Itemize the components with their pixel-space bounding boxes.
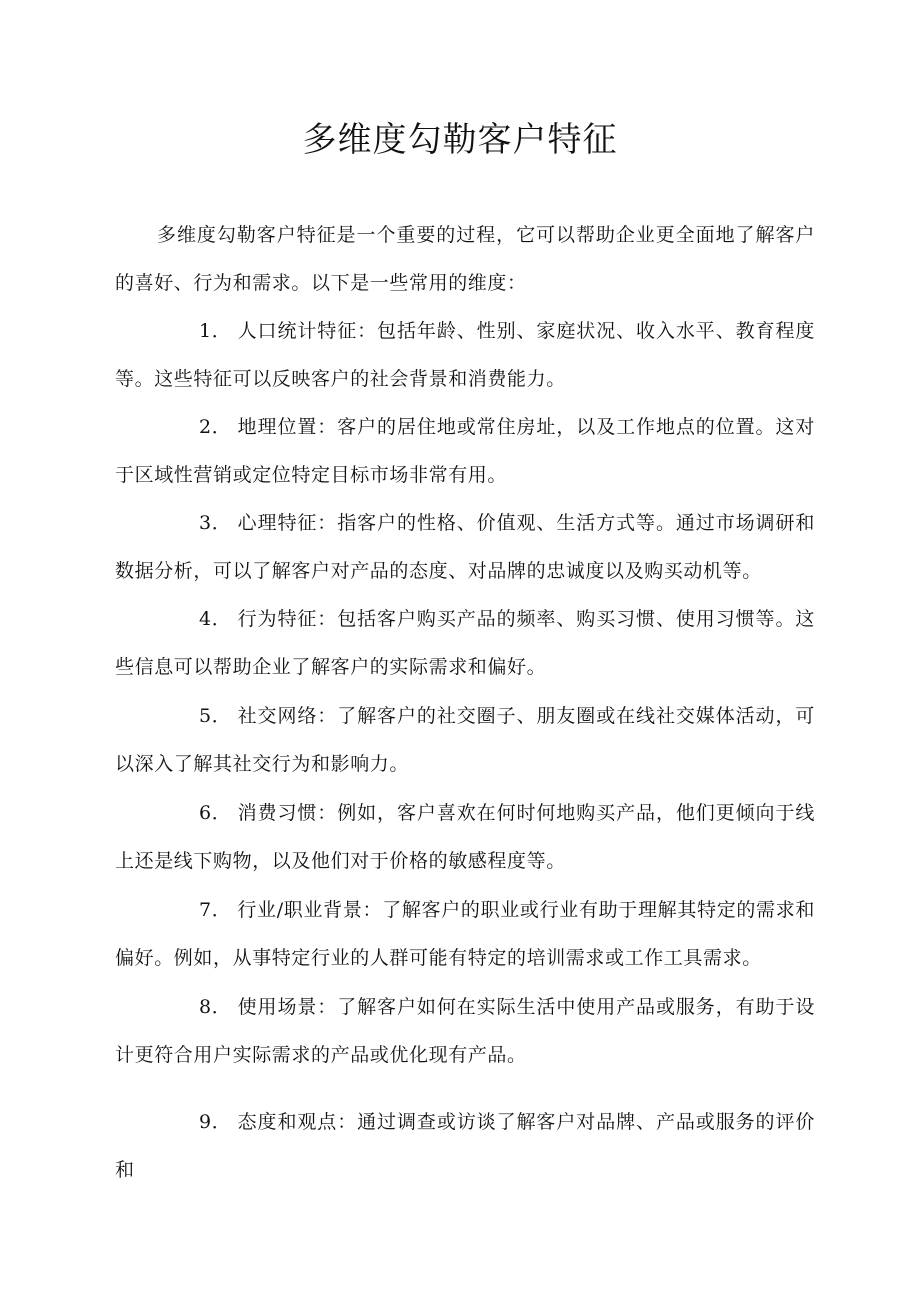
list-item-number: 2． [199, 416, 232, 438]
list-item [115, 595, 815, 691]
list-item [115, 499, 815, 595]
list-item-number: 9． [199, 1111, 232, 1133]
list-item-text: 地理位置：客户的居住地或常住房址，以及工作地点的位置。这对于区域性营销或定位特定目标市场非常有用。 [115, 416, 815, 486]
list-item-text: 态度和观点：通过调查或访谈了解客户对品牌、产品或服务的评价和 [115, 1111, 815, 1181]
intro-paragraph: 多维度勾勒客户特征是一个重要的过程，它可以帮助企业更全面地了解客户的喜好、行为和需求。以下是一些常用的维度： [115, 224, 815, 294]
list-item-text: 消费习惯：例如，客户喜欢在何时何地购买产品，他们更倾向于线上还是线下购物，以及他们对于价格的敏感程度等。 [115, 802, 815, 872]
list-item-number: 7． [199, 899, 232, 921]
list-item [115, 307, 815, 403]
list-item [115, 692, 815, 788]
list-item-number: 6． [199, 802, 232, 824]
document-title: 多维度勾勒客户特征 [302, 120, 618, 160]
list-item-text: 行业/职业背景：了解客户的职业或行业有助于理解其特定的需求和偏好。例如，从事特定行业的人群可能有特定的培训需求或工作工具需求。 [115, 899, 815, 969]
list-item-number: 3． [199, 512, 232, 534]
list-item-text: 行为特征：包括客户购买产品的频率、购买习惯、使用习惯等。这些信息可以帮助企业了解客户的实际需求和偏好。 [115, 608, 815, 678]
list-item-text: 人口统计特征：包括年龄、性别、家庭状况、收入水平、教育程度等。这些特征可以反映客户的社会背景和消费能力。 [115, 320, 815, 390]
list-item-number: 8． [199, 996, 232, 1018]
list-item-number: 1． [199, 320, 232, 342]
list-item [115, 1098, 815, 1194]
list-item-text: 使用场景：了解客户如何在实际生活中使用产品或服务，有助于设计更符合用户实际需求的产品或优化现有产品。 [115, 996, 815, 1066]
list-item-number: 5． [199, 705, 232, 727]
list-item-number: 4． [199, 608, 232, 630]
list-item [115, 789, 815, 885]
list-item [115, 983, 815, 1079]
list-item-text: 社交网络：了解客户的社交圈子、朋友圈或在线社交媒体活动，可以深入了解其社交行为和影响力。 [115, 705, 815, 775]
list-item-text: 心理特征：指客户的性格、价值观、生活方式等。通过市场调研和数据分析，可以了解客户对产品的态度、对品牌的忠诚度以及购买动机等。 [115, 512, 815, 582]
list-item [115, 886, 815, 982]
list-item [115, 403, 815, 499]
